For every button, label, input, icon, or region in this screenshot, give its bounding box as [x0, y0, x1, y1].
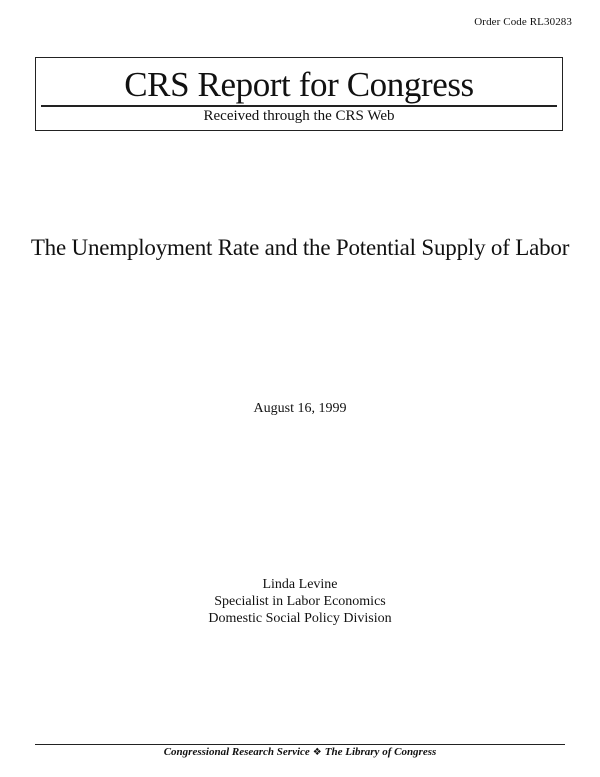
footer-library-name: The Library of Congress [324, 746, 437, 758]
diamond-separator-icon: ❖ [312, 747, 322, 758]
report-title: The Unemployment Rate and the Potential Supply of Labor [30, 235, 570, 260]
masthead-title: CRS Report for Congress [124, 65, 474, 104]
report-date: August 16, 1999 [253, 401, 347, 416]
masthead-box [35, 57, 563, 131]
order-code: Order Code RL30283 [474, 16, 572, 28]
footer-crs-name: Congressional Research Service [163, 746, 310, 758]
author-name: Linda Levine [262, 577, 338, 592]
author-division: Domestic Social Policy Division [208, 611, 392, 626]
footer [0, 746, 600, 758]
author-position: Specialist in Labor Economics [214, 594, 386, 609]
masthead-subtitle: Received through the CRS Web [203, 108, 395, 124]
author-block [0, 576, 600, 627]
footer-divider [35, 744, 565, 745]
